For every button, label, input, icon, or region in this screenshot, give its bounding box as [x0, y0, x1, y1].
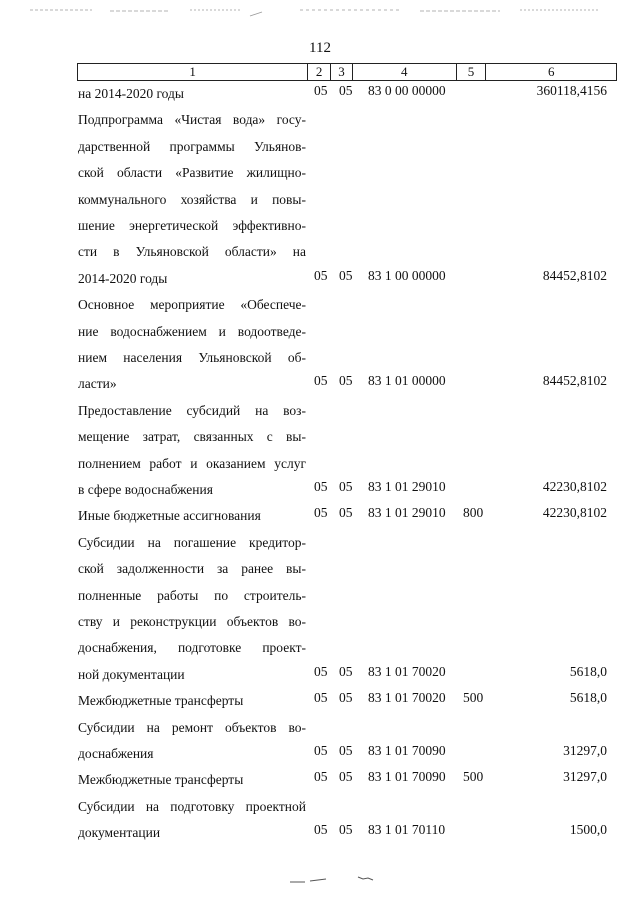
- row-cell-c2: 05: [314, 505, 328, 521]
- row-name-line: доснабжения, подготовке проект-: [78, 640, 306, 656]
- row-cell-c6: 84452,8102: [542, 267, 607, 283]
- row-name-line: Субсидии на погашение кредитор-: [78, 534, 306, 550]
- row-name-line: ной документации: [78, 666, 185, 682]
- row-cell-c3: 05: [339, 822, 353, 838]
- row-name: [78, 503, 306, 529]
- table-row: [0, 292, 640, 398]
- row-cell-c5: 500: [463, 769, 484, 785]
- row-cell-c3: 05: [339, 769, 353, 785]
- table-row: [0, 688, 640, 714]
- table-row: [0, 530, 640, 688]
- row-cell-c3: 05: [339, 742, 353, 758]
- row-cell-c3: 05: [339, 690, 353, 706]
- scan-artifact-bottom: [0, 868, 640, 888]
- row-name-line: ласти»: [78, 376, 117, 392]
- row-name-line: коммунального хозяйства и повы-: [78, 191, 306, 207]
- row-name-line: Межбюджетные трансферты: [78, 693, 244, 709]
- row-name-line: Иные бюджетные ассигнования: [78, 508, 261, 524]
- row-name-line: дарственной программы Ульянов-: [78, 138, 306, 154]
- table-row: [0, 503, 640, 529]
- row-cell-c2: 05: [314, 83, 328, 98]
- header-col-5: 5: [457, 64, 487, 80]
- row-cell-c4: 83 1 01 70020: [368, 663, 446, 679]
- row-cell-c4: 83 1 01 00000: [368, 373, 446, 389]
- header-col-1: 1: [78, 64, 308, 80]
- row-cell-c6: 84452,8102: [542, 373, 607, 389]
- page-number: 112: [309, 40, 331, 56]
- row-name: [78, 688, 306, 714]
- row-name-line: мещение затрат, связанных с вы-: [78, 429, 306, 445]
- row-cell-c3: 05: [339, 663, 353, 679]
- row-cell-c2: 05: [314, 742, 328, 758]
- row-name: [78, 81, 306, 107]
- row-cell-c6: 360118,4156: [536, 83, 607, 98]
- row-cell-c2: 05: [314, 663, 328, 679]
- row-name: [78, 767, 306, 793]
- row-name-line: на 2014-2020 годы: [78, 86, 184, 101]
- table-body: [0, 81, 640, 847]
- table-row: [0, 81, 640, 107]
- row-cell-c2: 05: [314, 769, 328, 785]
- row-cell-c4: 83 1 01 29010: [368, 478, 446, 494]
- row-cell-c5: 500: [463, 690, 484, 706]
- row-cell-c6: 31297,0: [563, 742, 607, 758]
- row-cell-c2: 05: [314, 822, 328, 838]
- row-cell-c4: 83 1 01 70090: [368, 769, 446, 785]
- table-row: [0, 767, 640, 793]
- row-cell-c6: 42230,8102: [542, 478, 607, 494]
- row-cell-c5: 800: [463, 505, 484, 521]
- row-name-line: 2014-2020 годы: [78, 270, 168, 286]
- row-name-line: документации: [78, 825, 161, 841]
- row-name-line: доснабжения: [78, 745, 154, 761]
- row-name-line: ству и реконструкции объектов во-: [78, 613, 306, 629]
- table-row: [0, 715, 640, 768]
- row-cell-c2: 05: [314, 690, 328, 706]
- row-name-line: Предоставление субсидий на воз-: [78, 402, 306, 418]
- table-row: [0, 794, 640, 847]
- row-cell-c4: 83 1 01 70110: [368, 822, 446, 838]
- scan-artifact-top: [0, 2, 640, 18]
- row-name-line: шение энергетической эффективно-: [78, 218, 306, 234]
- row-name: [78, 107, 306, 292]
- row-name-line: Межбюджетные трансферты: [78, 772, 244, 788]
- row-name-line: Субсидии на подготовку проектной: [78, 798, 306, 814]
- row-cell-c3: 05: [339, 505, 353, 521]
- row-cell-c3: 05: [339, 267, 353, 283]
- row-name-line: полнением работ и оказанием услуг: [78, 455, 306, 471]
- row-cell-c6: 5618,0: [569, 690, 607, 706]
- row-cell-c2: 05: [314, 478, 328, 494]
- row-cell-c3: 05: [339, 373, 353, 389]
- table-row: [0, 107, 640, 292]
- row-name: [78, 715, 306, 768]
- row-name-line: Подпрограмма «Чистая вода» госу-: [78, 112, 306, 128]
- row-name-line: Субсидии на ремонт объектов во-: [78, 719, 306, 735]
- header-col-4: 4: [353, 64, 457, 80]
- row-cell-c6: 1500,0: [569, 822, 607, 838]
- table-row: [0, 398, 640, 504]
- row-cell-c4: 83 1 00 00000: [368, 267, 446, 283]
- row-cell-c4: 83 1 01 70090: [368, 742, 446, 758]
- row-name-line: ской задолженности за ранее вы-: [78, 561, 306, 577]
- row-cell-c4: 83 1 01 70020: [368, 690, 446, 706]
- row-cell-c2: 05: [314, 373, 328, 389]
- row-cell-c6: 42230,8102: [542, 505, 607, 521]
- row-name-line: сти в Ульяновской области» на: [78, 244, 306, 260]
- row-cell-c6: 5618,0: [569, 663, 607, 679]
- row-name-line: ние водоснабжением и водоотведе-: [78, 323, 306, 339]
- row-name-line: в сфере водоснабжения: [78, 482, 213, 497]
- header-col-3: 3: [331, 64, 353, 80]
- row-name: [78, 794, 306, 847]
- header-col-2: 2: [308, 64, 331, 80]
- row-name: [78, 292, 306, 398]
- row-name-line: ской области «Развитие жилищно-: [78, 165, 306, 181]
- row-name-line: нием населения Ульяновской об-: [78, 350, 306, 365]
- row-name-line: Основное мероприятие «Обеспече-: [78, 297, 306, 313]
- row-cell-c2: 05: [314, 267, 328, 283]
- row-cell-c3: 05: [339, 83, 353, 98]
- table-header: [77, 63, 617, 81]
- row-name: [78, 530, 306, 688]
- row-cell-c4: 83 1 01 29010: [368, 505, 446, 521]
- row-cell-c3: 05: [339, 478, 353, 494]
- row-name-line: полненные работы по строитель-: [78, 587, 306, 603]
- row-cell-c6: 31297,0: [563, 769, 607, 785]
- row-name: [78, 398, 306, 504]
- header-col-6: 6: [547, 64, 555, 79]
- row-cell-c4: 83 0 00 00000: [368, 83, 446, 98]
